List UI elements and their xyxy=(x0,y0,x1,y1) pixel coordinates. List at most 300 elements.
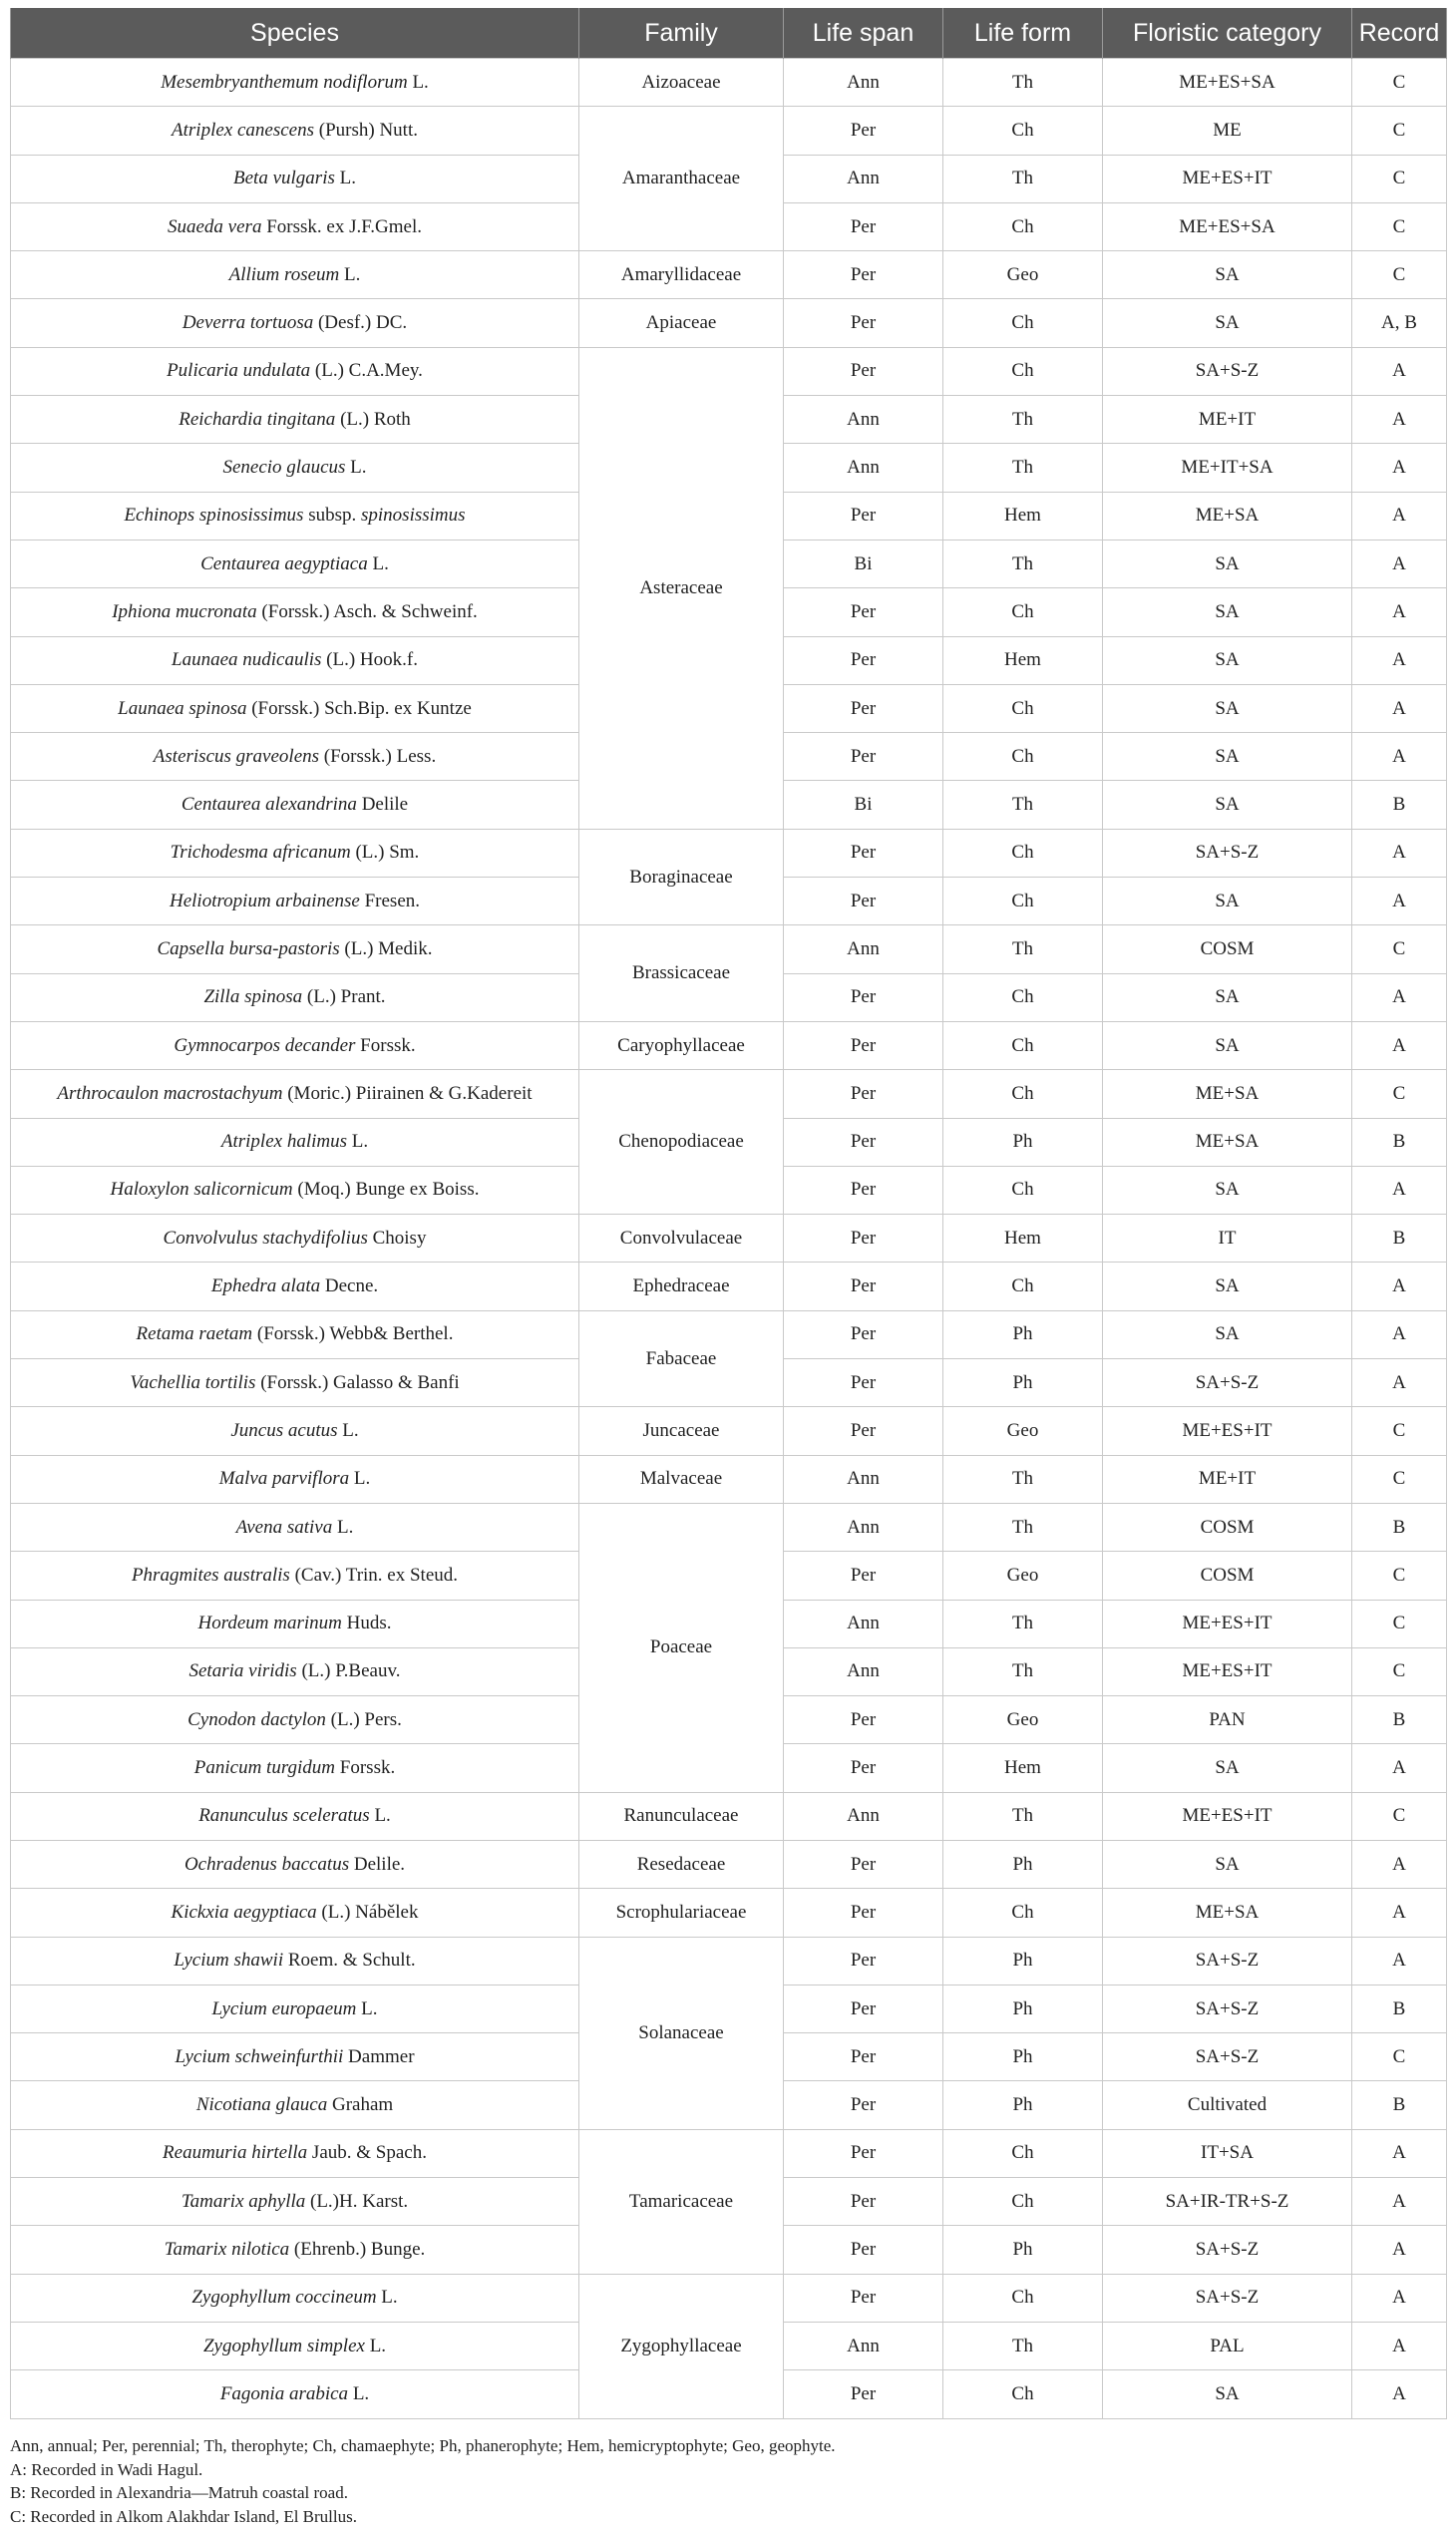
floristic-category-cell: ME+ES+IT xyxy=(1103,1647,1352,1695)
species-author: (Pursh) Nutt. xyxy=(318,119,418,141)
floristic-category-cell: SA xyxy=(1103,1310,1352,1358)
species-name: Atriplex halimus xyxy=(220,1131,348,1153)
floristic-category-cell: IT xyxy=(1103,1215,1352,1263)
species-cell xyxy=(11,684,579,732)
species-cell xyxy=(11,1840,579,1888)
life-span-cell: Per xyxy=(784,1696,943,1744)
life-form-cell: Th xyxy=(943,781,1103,829)
species-cell xyxy=(11,1263,579,1310)
footnote-record-b: B: Recorded in Alexandria—Matruh coastal road. xyxy=(10,2483,348,2502)
record-cell: A xyxy=(1352,2322,1447,2369)
life-span-cell: Bi xyxy=(784,781,943,829)
life-form-cell: Ch xyxy=(943,733,1103,781)
header-row xyxy=(11,8,1447,59)
species-author: (L.) Hook.f. xyxy=(326,649,418,671)
species-cell xyxy=(11,1647,579,1695)
record-cell: C xyxy=(1352,1552,1447,1600)
floristic-category-cell: ME+IT xyxy=(1103,1455,1352,1503)
species-cell xyxy=(11,1455,579,1503)
species-cell xyxy=(11,2129,579,2177)
species-cell xyxy=(11,973,579,1021)
floristic-category-cell: SA+S-Z xyxy=(1103,2033,1352,2081)
floristic-category-cell: SA+S-Z xyxy=(1103,1937,1352,1985)
floristic-category-cell: SA xyxy=(1103,973,1352,1021)
footnote-record-c: C: Recorded in Alkom Alakhdar Island, El Brullus. xyxy=(10,2506,357,2526)
species-author: L. xyxy=(352,2382,370,2404)
family-cell: Solanaceae xyxy=(579,1937,784,2129)
family-cell: Malvaceae xyxy=(579,1455,784,1503)
family-cell: Convolvulaceae xyxy=(579,1215,784,1263)
life-form-cell: Hem xyxy=(943,1215,1103,1263)
species-author: Graham xyxy=(331,2094,394,2116)
family-cell: Poaceae xyxy=(579,1503,784,1792)
life-span-cell: Per xyxy=(784,2178,943,2226)
species-cell xyxy=(11,1359,579,1407)
life-span-cell: Per xyxy=(784,2081,943,2129)
species-cell xyxy=(11,1215,579,1263)
species-author: (L.) Nábělek xyxy=(321,1901,419,1923)
species-name: Mesembryanthemum nodiflorum xyxy=(161,71,408,93)
species-cell xyxy=(11,781,579,829)
floristic-category-cell: SA+S-Z xyxy=(1103,2226,1352,2274)
floristic-category-cell: COSM xyxy=(1103,1552,1352,1600)
species-name: Lycium schweinfurthii xyxy=(175,2045,344,2067)
life-form-cell: Th xyxy=(943,59,1103,107)
species-author: (L.) Roth xyxy=(340,408,411,430)
species-author: Dammer xyxy=(348,2045,415,2067)
header-life-span: Life span xyxy=(784,8,943,59)
life-span-cell: Per xyxy=(784,1118,943,1166)
species-cell xyxy=(11,347,579,395)
species-cell xyxy=(11,733,579,781)
species-cell xyxy=(11,1889,579,1937)
floristic-category-cell: ME+ES+SA xyxy=(1103,202,1352,250)
record-cell: B xyxy=(1352,1503,1447,1551)
life-span-cell: Ann xyxy=(784,59,943,107)
life-span-cell: Per xyxy=(784,636,943,684)
record-cell: C xyxy=(1352,1407,1447,1455)
species-cell xyxy=(11,925,579,973)
species-name: Launaea nudicaulis xyxy=(172,649,322,671)
species-name: Zygophyllum simplex xyxy=(202,2335,365,2356)
floristic-category-cell: ME+IT+SA xyxy=(1103,444,1352,492)
species-author: (L.) C.A.Mey. xyxy=(314,360,423,382)
life-form-cell: Geo xyxy=(943,1552,1103,1600)
species-author: (Forssk.) Sch.Bip. ex Kuntze xyxy=(251,697,472,719)
species-author: (L.) Medik. xyxy=(344,937,433,959)
species-author: (Moq.) Bunge ex Boiss. xyxy=(297,1179,480,1201)
species-name: Fagonia arabica xyxy=(219,2382,349,2404)
floristic-category-cell: SA xyxy=(1103,1840,1352,1888)
species-name: Gymnocarpos decander xyxy=(174,1034,356,1056)
species-name: Lycium europaeum xyxy=(211,1997,357,2019)
life-span-cell: Per xyxy=(784,1937,943,1985)
family-cell: Chenopodiaceae xyxy=(579,1070,784,1215)
species-author: (Forssk.) Galasso & Banfi xyxy=(260,1371,460,1393)
species-author: L. xyxy=(372,552,389,574)
table-row xyxy=(11,1070,1447,1118)
header-species: Species xyxy=(11,8,579,59)
footnote-abbreviations: Ann, annual; Per, perennial; Th, therophyte; Ch, chamaephyte; Ph, phanerophyte; Hem, hemicryptophyte; Geo, geophyte. xyxy=(10,2436,836,2455)
table-row xyxy=(11,299,1447,347)
life-span-cell: Ann xyxy=(784,1647,943,1695)
floristic-category-cell: SA xyxy=(1103,878,1352,925)
species-author: (Desf.) DC. xyxy=(317,312,408,334)
floristic-category-cell: SA xyxy=(1103,1263,1352,1310)
table-row xyxy=(11,59,1447,107)
record-cell: C xyxy=(1352,107,1447,155)
record-cell: A xyxy=(1352,1744,1447,1792)
life-span-cell: Per xyxy=(784,2033,943,2081)
species-name: Centaurea alexandrina xyxy=(181,794,357,816)
life-form-cell: Geo xyxy=(943,1407,1103,1455)
life-form-cell: Th xyxy=(943,1503,1103,1551)
life-span-cell: Per xyxy=(784,2274,943,2322)
family-cell: Ranunculaceae xyxy=(579,1792,784,1840)
species-author: Roem. & Schult. xyxy=(287,1950,416,1972)
life-form-cell: Ch xyxy=(943,2178,1103,2226)
species-name: Reaumuria hirtella xyxy=(163,2142,308,2164)
life-span-cell: Per xyxy=(784,2226,943,2274)
life-span-cell: Ann xyxy=(784,1503,943,1551)
floristic-category-cell: SA+S-Z xyxy=(1103,829,1352,877)
floristic-category-cell: PAL xyxy=(1103,2322,1352,2369)
record-cell: A xyxy=(1352,733,1447,781)
life-form-cell: Ch xyxy=(943,347,1103,395)
species-author: (Cav.) Trin. ex Steud. xyxy=(294,1564,459,1586)
family-cell: Boraginaceae xyxy=(579,829,784,925)
life-span-cell: Per xyxy=(784,1985,943,2032)
life-span-cell: Per xyxy=(784,1070,943,1118)
species-author: Forssk. xyxy=(360,1034,416,1056)
table-row xyxy=(11,1792,1447,1840)
species-name: Tamarix nilotica xyxy=(164,2239,290,2260)
life-span-cell: Per xyxy=(784,1166,943,1214)
species-name: Retama raetam xyxy=(136,1323,253,1345)
record-cell: C xyxy=(1352,1647,1447,1695)
record-cell: A xyxy=(1352,878,1447,925)
record-cell: A xyxy=(1352,540,1447,587)
species-author: Delile xyxy=(361,794,409,816)
species-author: Jaub. & Spach. xyxy=(311,2142,427,2164)
species-name: Tamarix aphylla xyxy=(181,2190,306,2212)
family-cell: Resedaceae xyxy=(579,1840,784,1888)
species-cell xyxy=(11,2370,579,2418)
life-span-cell: Per xyxy=(784,733,943,781)
floristic-category-cell: ME+ES+IT xyxy=(1103,1407,1352,1455)
species-cell xyxy=(11,1021,579,1069)
life-form-cell: Ch xyxy=(943,684,1103,732)
header-floristic-category: Floristic category xyxy=(1103,8,1352,59)
species-cell xyxy=(11,155,579,202)
species-name: Juncus acutus xyxy=(230,1419,338,1441)
species-name: Kickxia aegyptiaca xyxy=(171,1901,317,1923)
life-form-cell: Ch xyxy=(943,2129,1103,2177)
floristic-category-cell: PAN xyxy=(1103,1696,1352,1744)
species-name: Vachellia tortilis xyxy=(130,1371,256,1393)
species-name: Ochradenus baccatus xyxy=(183,1853,350,1875)
life-form-cell: Th xyxy=(943,444,1103,492)
species-cell xyxy=(11,251,579,299)
record-cell: C xyxy=(1352,202,1447,250)
floristic-category-cell: SA xyxy=(1103,1744,1352,1792)
life-form-cell: Ph xyxy=(943,2226,1103,2274)
life-form-cell: Ch xyxy=(943,1021,1103,1069)
life-form-cell: Ch xyxy=(943,1263,1103,1310)
header-life-form: Life form xyxy=(943,8,1103,59)
species-author: subsp. xyxy=(308,505,357,527)
life-span-cell: Ann xyxy=(784,1455,943,1503)
life-span-cell: Per xyxy=(784,2129,943,2177)
record-cell: A xyxy=(1352,973,1447,1021)
species-cell xyxy=(11,829,579,877)
species-cell xyxy=(11,878,579,925)
species-author: Huds. xyxy=(346,1613,392,1634)
family-cell: Ephedraceae xyxy=(579,1263,784,1310)
species-author: (L.) Sm. xyxy=(355,842,420,864)
family-cell: Juncaceae xyxy=(579,1407,784,1455)
species-cell xyxy=(11,396,579,444)
species-cell xyxy=(11,1118,579,1166)
floristic-category-cell: SA+S-Z xyxy=(1103,1985,1352,2032)
life-form-cell: Ph xyxy=(943,1840,1103,1888)
table-row xyxy=(11,1937,1447,1985)
species-author: (L.) Pers. xyxy=(330,1708,402,1730)
life-span-cell: Per xyxy=(784,684,943,732)
floristic-category-cell: SA xyxy=(1103,588,1352,636)
species-name: Echinops spinosissimus xyxy=(124,505,304,527)
record-cell: A xyxy=(1352,444,1447,492)
life-form-cell: Hem xyxy=(943,492,1103,540)
species-cell xyxy=(11,636,579,684)
species-name: Senecio glaucus xyxy=(222,457,346,479)
species-name: Arthrocaulon macrostachyum xyxy=(57,1082,283,1104)
species-author: (L.) P.Beauv. xyxy=(301,1660,401,1682)
table-row xyxy=(11,107,1447,155)
life-form-cell: Ph xyxy=(943,1937,1103,1985)
life-span-cell: Per xyxy=(784,2370,943,2418)
species-cell xyxy=(11,2033,579,2081)
floristic-category-cell: SA xyxy=(1103,781,1352,829)
life-form-cell: Th xyxy=(943,1647,1103,1695)
floristic-category-cell: SA+IR-TR+S-Z xyxy=(1103,2178,1352,2226)
species-author: L. xyxy=(374,1805,391,1827)
record-cell: A xyxy=(1352,1937,1447,1985)
life-span-cell: Ann xyxy=(784,396,943,444)
species-author: L. xyxy=(381,2287,398,2309)
floristic-category-cell: COSM xyxy=(1103,925,1352,973)
species-author: Decne. xyxy=(324,1275,379,1297)
record-cell: A xyxy=(1352,2370,1447,2418)
life-span-cell: Ann xyxy=(784,2322,943,2369)
species-author: (L.)H. Karst. xyxy=(310,2190,409,2212)
record-cell: B xyxy=(1352,1985,1447,2032)
species-table xyxy=(10,8,1447,2419)
species-name: Heliotropium arbainense xyxy=(169,890,360,911)
table-row xyxy=(11,1021,1447,1069)
species-cell xyxy=(11,1552,579,1600)
species-cell xyxy=(11,1166,579,1214)
species-name: Avena sativa xyxy=(235,1516,333,1538)
life-span-cell: Per xyxy=(784,299,943,347)
family-cell: Caryophyllaceae xyxy=(579,1021,784,1069)
record-cell: A xyxy=(1352,2274,1447,2322)
life-span-cell: Per xyxy=(784,1889,943,1937)
species-cell xyxy=(11,1985,579,2032)
species-name: Phragmites australis xyxy=(131,1564,290,1586)
species-name: Pulicaria undulata xyxy=(167,360,311,382)
life-form-cell: Geo xyxy=(943,1696,1103,1744)
species-author: L. xyxy=(351,1131,369,1153)
life-form-cell: Th xyxy=(943,1792,1103,1840)
record-cell: C xyxy=(1352,1070,1447,1118)
life-span-cell: Per xyxy=(784,973,943,1021)
life-span-cell: Per xyxy=(784,1407,943,1455)
record-cell: A xyxy=(1352,492,1447,540)
table-row xyxy=(11,347,1447,395)
table-row xyxy=(11,925,1447,973)
life-form-cell: Ph xyxy=(943,1310,1103,1358)
life-span-cell: Ann xyxy=(784,1600,943,1647)
life-form-cell: Ch xyxy=(943,1889,1103,1937)
family-cell: Zygophyllaceae xyxy=(579,2274,784,2418)
family-cell: Asteraceae xyxy=(579,347,784,829)
life-span-cell: Per xyxy=(784,1310,943,1358)
table-row xyxy=(11,1263,1447,1310)
floristic-category-cell: SA xyxy=(1103,2370,1352,2418)
life-span-cell: Bi xyxy=(784,540,943,587)
life-form-cell: Ph xyxy=(943,1985,1103,2032)
species-cell xyxy=(11,2274,579,2322)
record-cell: A xyxy=(1352,2129,1447,2177)
life-form-cell: Ch xyxy=(943,299,1103,347)
record-cell: A xyxy=(1352,1840,1447,1888)
species-name: Zilla spinosa xyxy=(203,986,303,1008)
life-span-cell: Per xyxy=(784,878,943,925)
species-cell xyxy=(11,1070,579,1118)
species-cell xyxy=(11,1792,579,1840)
record-cell: A xyxy=(1352,1889,1447,1937)
floristic-category-cell: ME+SA xyxy=(1103,1118,1352,1166)
life-span-cell: Per xyxy=(784,1359,943,1407)
species-name: Launaea spinosa xyxy=(118,697,247,719)
record-cell: B xyxy=(1352,1215,1447,1263)
species-name: Beta vulgaris xyxy=(233,168,335,189)
family-cell: Apiaceae xyxy=(579,299,784,347)
table-row xyxy=(11,1215,1447,1263)
floristic-category-cell: ME+ES+IT xyxy=(1103,1600,1352,1647)
record-cell: A xyxy=(1352,588,1447,636)
life-span-cell: Per xyxy=(784,1021,943,1069)
species-author: (Moric.) Piirainen & G.Kadereit xyxy=(287,1082,533,1104)
floristic-category-cell: SA+S-Z xyxy=(1103,1359,1352,1407)
floristic-category-cell: SA xyxy=(1103,540,1352,587)
life-form-cell: Th xyxy=(943,396,1103,444)
record-cell: A xyxy=(1352,1263,1447,1310)
species-author: L. xyxy=(369,2335,387,2356)
floristic-category-cell: SA xyxy=(1103,1021,1352,1069)
life-form-cell: Ch xyxy=(943,2274,1103,2322)
table-row xyxy=(11,251,1447,299)
species-name: Cynodon dactylon xyxy=(187,1708,326,1730)
floristic-category-cell: Cultivated xyxy=(1103,2081,1352,2129)
record-cell: C xyxy=(1352,1792,1447,1840)
life-form-cell: Ch xyxy=(943,107,1103,155)
species-cell xyxy=(11,1310,579,1358)
record-cell: A xyxy=(1352,1021,1447,1069)
life-span-cell: Per xyxy=(784,251,943,299)
table-row xyxy=(11,1310,1447,1358)
record-cell: C xyxy=(1352,1455,1447,1503)
life-span-cell: Ann xyxy=(784,925,943,973)
life-span-cell: Ann xyxy=(784,1792,943,1840)
life-span-cell: Ann xyxy=(784,444,943,492)
record-cell: B xyxy=(1352,781,1447,829)
life-span-cell: Per xyxy=(784,1215,943,1263)
species-name: Ephedra alata xyxy=(210,1275,321,1297)
record-cell: C xyxy=(1352,155,1447,202)
life-form-cell: Ch xyxy=(943,1070,1103,1118)
species-cell xyxy=(11,1407,579,1455)
life-form-cell: Geo xyxy=(943,251,1103,299)
life-form-cell: Ph xyxy=(943,2033,1103,2081)
header-record: Record xyxy=(1352,8,1447,59)
species-author: L. xyxy=(339,168,356,189)
species-author: (Forssk.) Less. xyxy=(323,745,437,767)
species-author: Fresen. xyxy=(364,890,421,911)
record-cell: A xyxy=(1352,2226,1447,2274)
species-name: Allium roseum xyxy=(228,263,340,285)
record-cell: B xyxy=(1352,2081,1447,2129)
life-form-cell: Hem xyxy=(943,1744,1103,1792)
floristic-category-cell: ME+IT xyxy=(1103,396,1352,444)
life-form-cell: Ph xyxy=(943,1359,1103,1407)
species-cell xyxy=(11,202,579,250)
footnote-record-a: A: Recorded in Wadi Hagul. xyxy=(10,2459,203,2479)
record-cell: A xyxy=(1352,396,1447,444)
species-cell xyxy=(11,1503,579,1551)
life-span-cell: Per xyxy=(784,1840,943,1888)
species-name: Setaria viridis xyxy=(188,1660,297,1682)
life-form-cell: Ch xyxy=(943,202,1103,250)
family-cell: Scrophulariaceae xyxy=(579,1889,784,1937)
species-cell xyxy=(11,2081,579,2129)
record-cell: A, B xyxy=(1352,299,1447,347)
record-cell: C xyxy=(1352,59,1447,107)
species-name: Malva parviflora xyxy=(218,1468,350,1490)
life-form-cell: Ch xyxy=(943,588,1103,636)
record-cell: A xyxy=(1352,1166,1447,1214)
species-cell xyxy=(11,59,579,107)
life-span-cell: Per xyxy=(784,1552,943,1600)
table-body xyxy=(11,59,1447,2419)
species-author: (Forssk.) Asch. & Schweinf. xyxy=(261,600,478,622)
species-cell xyxy=(11,2178,579,2226)
life-form-cell: Th xyxy=(943,540,1103,587)
species-author: L. xyxy=(412,71,429,93)
floristic-category-cell: IT+SA xyxy=(1103,2129,1352,2177)
species-cell xyxy=(11,107,579,155)
species-author: L. xyxy=(342,1419,359,1441)
species-author: Forssk. ex J.F.Gmel. xyxy=(266,215,422,237)
floristic-category-cell: ME+ES+SA xyxy=(1103,59,1352,107)
life-span-cell: Ann xyxy=(784,155,943,202)
life-form-cell: Ph xyxy=(943,2081,1103,2129)
species-name: Asteriscus graveolens xyxy=(153,745,320,767)
table-row xyxy=(11,1840,1447,1888)
species-cell xyxy=(11,540,579,587)
species-name: Iphiona mucronata xyxy=(112,600,257,622)
